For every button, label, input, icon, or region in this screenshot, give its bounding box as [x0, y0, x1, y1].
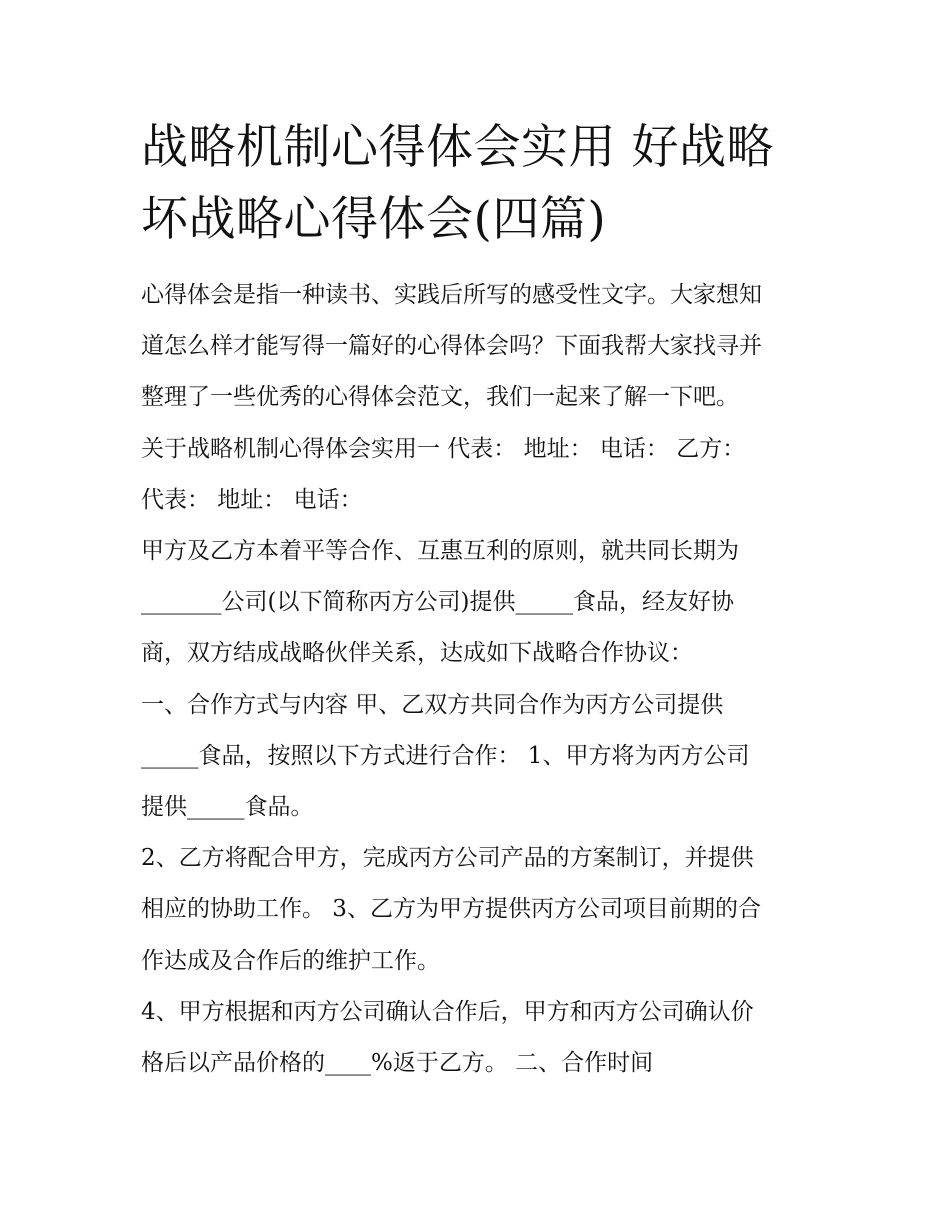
text-line: 代表： 地址： 电话： [141, 486, 363, 513]
document-title [141, 112, 821, 256]
title-line: 坏战略心得体会(四篇) [141, 192, 607, 247]
text-line: 关于战略机制心得体会实用一 代表： 地址： 电话： 乙方： [141, 435, 746, 462]
text-line: 商，双方结成战略伙伴关系，达成如下战略合作协议： [141, 640, 693, 667]
section-one-paragraph [141, 680, 821, 834]
text-line: 4、甲方根据和丙方公司确认合作后，甲方和丙方公司确认价 [141, 998, 754, 1025]
text-line: 作达成及合作后的维护工作。 [141, 947, 440, 974]
text-line: 一、合作方式与内容 甲、乙双方共同合作为丙方公司提供 [141, 691, 724, 718]
principle-paragraph [141, 526, 821, 680]
document-page [141, 112, 821, 1089]
parties-paragraph [141, 424, 821, 526]
text-line: 2、乙方将配合甲方，完成丙方公司产品的方案制订，并提供 [141, 845, 754, 872]
intro-paragraph [141, 270, 821, 424]
text-line: _____食品，按照以下方式进行合作： 1、甲方将为丙方公司 [141, 742, 750, 769]
text-line: 道怎么样才能写得一篇好的心得体会吗？下面我帮大家找寻并 [141, 333, 762, 360]
document-body [141, 270, 821, 1089]
item-four-paragraph [141, 987, 821, 1089]
text-line: 相应的协助工作。 3、乙方为甲方提供丙方公司项目前期的合 [141, 896, 761, 923]
title-line: 战略机制心得体会实用 好战略 [141, 120, 774, 175]
item-two-paragraph [141, 833, 821, 987]
text-line: 甲方及乙方本着平等合作、互惠互利的原则，就共同长期为 [141, 538, 739, 565]
text-line: 整理了一些优秀的心得体会范文，我们一起来了解一下吧。 [141, 384, 739, 411]
text-line: 提供_____食品。 [141, 794, 314, 821]
text-line: _______公司(以下简称丙方公司)提供_____食品，经友好协 [141, 589, 734, 616]
text-line: 格后以产品价格的____%返于乙方。 二、合作时间 [141, 1050, 654, 1077]
text-line: 心得体会是指一种读书、实践后所写的感受性文字。大家想知 [141, 282, 762, 308]
